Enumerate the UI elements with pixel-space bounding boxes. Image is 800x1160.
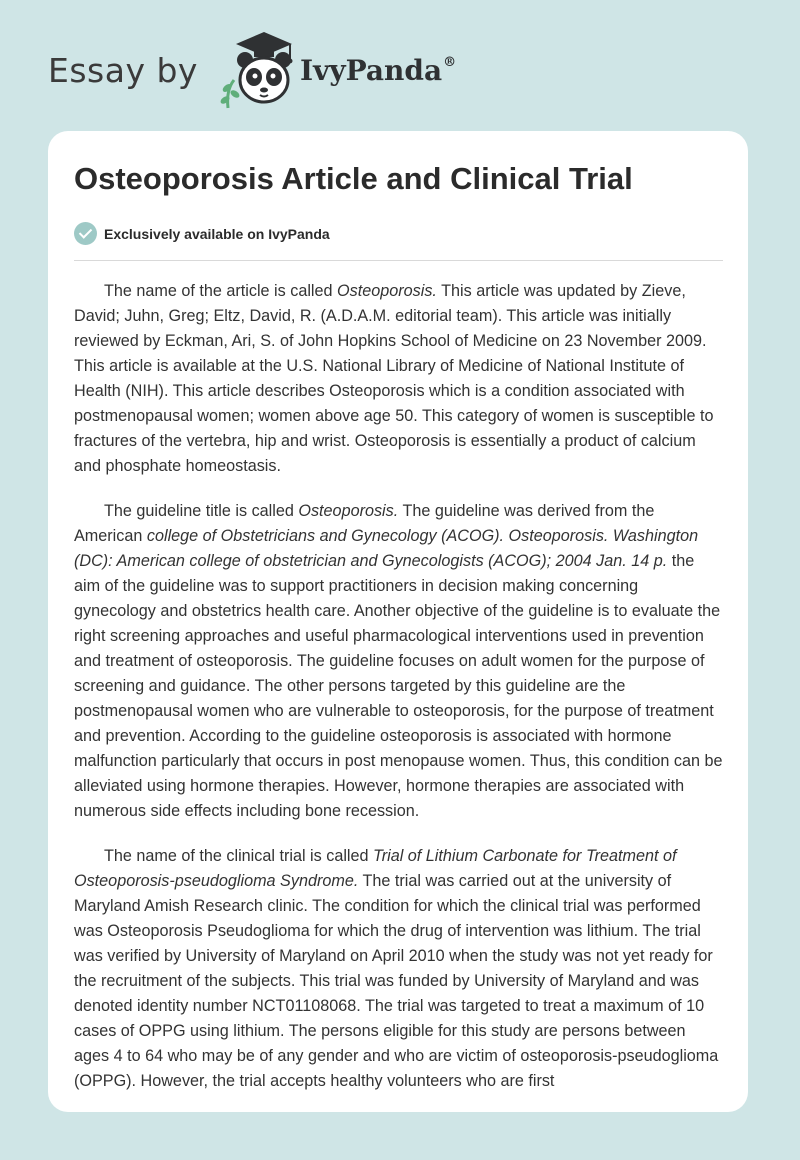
text-run: The guideline was derived from the American — [74, 502, 655, 545]
paragraph-1 — [74, 279, 724, 479]
text-run: The name of the article is called — [104, 282, 338, 300]
guideline-citation-italic: college of Obstetricians and Gynecology (ACOG). Osteoporosis. Washington (DC): American college of obstetrician and Gynecologists (ACOG); 2004 Jan. 14 p. — [74, 527, 699, 570]
essay-body — [74, 279, 724, 1112]
panda-logo-icon — [214, 30, 298, 110]
divider — [74, 260, 723, 261]
checkmark-icon — [74, 222, 97, 245]
essay-card — [48, 131, 748, 1112]
paragraph-3 — [74, 844, 724, 1094]
exclusive-badge-label: Exclusively available on IvyPanda — [104, 225, 330, 242]
article-title-italic: Osteoporosis. — [337, 282, 437, 300]
text-run: The name of the clinical trial is called — [104, 847, 374, 865]
text-run: The trial was carried out at the university of Maryland Amish Research clinic. The condition for which the clinical trial was performed was Osteoporosis Pseudoglioma for which the drug of intervention was lithium. The trial was verified by University of Maryland on April 2010 when the study was not yet ready for the recruitment of the subjects. This trial was funded by University of Maryland and was denoted identity number NCT01108068. The trial was targeted to treat a maximum of 10 cases of OPPG using lithium. The persons eligible for this study are persons between ages 4 to 64 who may be of any gender and who are victim of osteoporosis-pseudoglioma (OPPG). However, the trial accepts healthy volunteers who are first — [74, 872, 719, 1090]
paragraph-2 — [74, 499, 724, 824]
registered-mark: ® — [443, 54, 457, 70]
text-run: the aim of the guideline was to support practitioners in decision making concerning gynecology and obstetrics health care. Another objective of the guideline is to evaluate the right screening approaches and useful pharmacological interventions used in prevention and treatment of osteoporosis. The guideline focuses on adult women for the purpose of screening and guidance. The other persons targeted by this guideline are the postmenopausal women who are vulnerable to osteoporosis, for the purpose of treatment and prevention. According to the guideline osteoporosis is associated with hormone malfunction particularly that occurs in post menopause women. Thus, this condition can be alleviated using hormone therapies. However, hormone therapies are associated with numerous side effects including bone recession. — [74, 552, 723, 820]
brand-name-text: IvyPanda — [299, 53, 443, 87]
brand-name — [300, 54, 456, 87]
text-run: The guideline title is called — [104, 502, 299, 520]
essay-by-label: Essay by — [48, 50, 198, 90]
site-header — [48, 30, 456, 110]
guideline-title-italic: Osteoporosis. — [298, 502, 399, 520]
text-run: This article was updated by Zieve, David; Juhn, Greg; Eltz, David, R. (A.D.A.M. editorial team). This article was initially reviewed by Eckman, Ari, S. of John Hopkins School of Medicine on 23 November 2009. This article is available at the U.S. National Library of Medicine of National Institute of Health (NIH). This article describes Osteoporosis which is a condition associated with postmenopausal women; women above age 50. This category of women is susceptible to fractures of the vertebra, hip and wrist. Osteoporosis is essentially a product of calcium and phosphate homeostasis. — [74, 282, 714, 475]
exclusive-badge — [74, 222, 330, 245]
trial-title-italic: Trial of Lithium Carbonate for Treatment of Osteoporosis-pseudoglioma Syndrome. — [74, 847, 677, 890]
page-title: Osteoporosis Article and Clinical Trial — [74, 161, 633, 196]
